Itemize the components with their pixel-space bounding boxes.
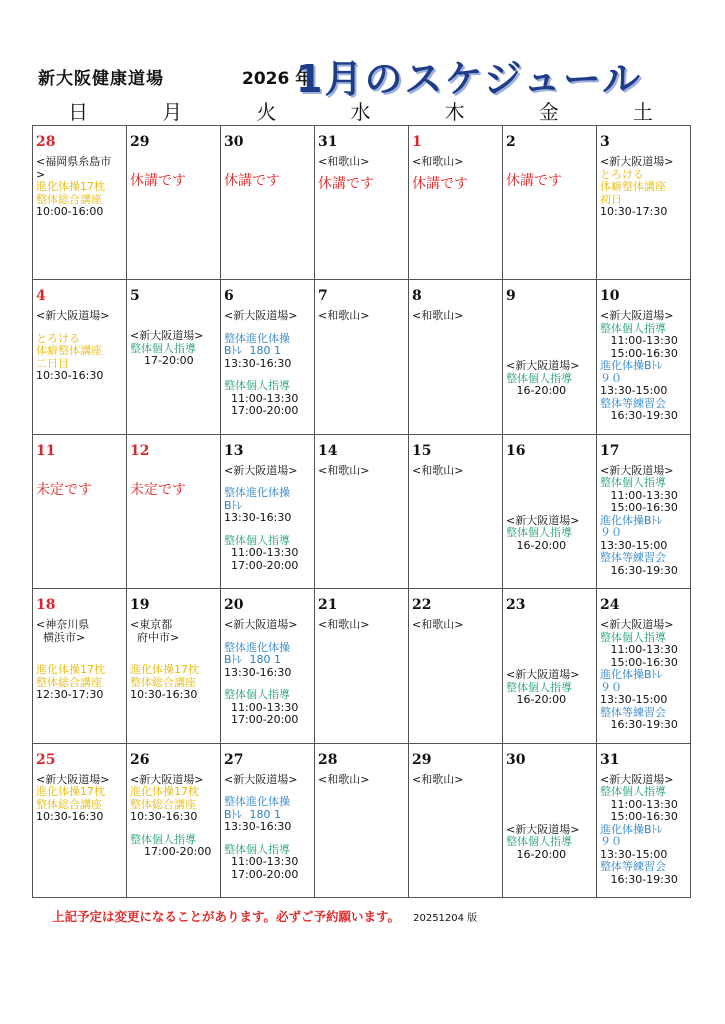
organization-name: 新大阪健康道場 (38, 69, 164, 89)
schedule-line: 11:00-13:30 (224, 546, 299, 560)
schedule-line: 11:00-13:30 (224, 855, 299, 869)
schedule-line: 13:30-15:00 (600, 693, 668, 707)
spacer (506, 794, 594, 804)
calendar-day (503, 280, 597, 434)
spacer (36, 465, 124, 475)
day-number: 29 (130, 134, 150, 150)
schedule-line: 整体個人指導 (600, 476, 666, 490)
day-number: 22 (412, 597, 432, 614)
calendar-day (409, 589, 503, 743)
calendar-day (127, 744, 221, 898)
calendar-day (315, 744, 409, 898)
schedule-line: <新大阪道場> (600, 309, 674, 323)
schedule-line: 11:00-13:30 (224, 700, 299, 714)
schedule-line: <和歌山> (412, 463, 464, 477)
schedule-line: <和歌山> (318, 618, 370, 632)
day-number: 21 (318, 597, 338, 614)
calendar-grid (32, 125, 691, 898)
day-number: 3 (600, 134, 610, 150)
calendar-day (33, 744, 127, 898)
calendar-day (503, 744, 597, 898)
schedule-line: 休講です (130, 173, 186, 189)
weekday-tue: 火 (256, 100, 279, 124)
schedule-line: 15:00-16:30 (600, 655, 678, 669)
calendar-day (315, 589, 409, 743)
schedule-line: 10:30-16:30 (36, 810, 104, 824)
schedule-line: <和歌山> (318, 155, 370, 168)
day-number: 31 (318, 134, 338, 150)
schedule-line: 13:30-16:30 (224, 511, 292, 525)
day-number: 7 (318, 288, 328, 305)
day-number: 26 (130, 751, 150, 768)
schedule-line: <新大阪道場> (600, 155, 674, 168)
schedule-line: <福岡県糸島市 (36, 155, 112, 168)
schedule-line: <神奈川県 (36, 618, 90, 632)
schedule-line: 17:00-20:00 (224, 713, 299, 727)
calendar-day (127, 589, 221, 743)
schedule-line: <和歌山> (318, 772, 370, 786)
spacer (130, 644, 218, 654)
schedule-line: Bﾄﾚ 180 1 (224, 807, 282, 821)
schedule-line: <新大阪道場> (224, 772, 298, 786)
day-number: 14 (318, 442, 338, 459)
schedule-line: 未定です (130, 481, 186, 498)
weekday-sun: 日 (68, 100, 91, 124)
day-number: 11 (36, 442, 56, 459)
schedule-line: <新大阪道場> (224, 618, 298, 632)
schedule-line: 休講です (412, 175, 468, 192)
schedule-line: 進化体操17枕 (36, 785, 105, 799)
schedule-line: <新大阪道場> (600, 618, 674, 632)
schedule-line: <和歌山> (318, 309, 370, 323)
header (28, 48, 708, 101)
day-number: 28 (318, 751, 338, 768)
schedule-line: 16:30-19:30 (600, 409, 678, 423)
schedule-line: 進化体操Bﾄﾚ (600, 822, 663, 836)
schedule-line: 整体総合講座 (36, 192, 102, 206)
schedule-line: <新大阪道場> (36, 309, 110, 323)
spacer (130, 310, 218, 320)
schedule-line: 整体個人指導 (224, 379, 290, 393)
day-number: 28 (36, 134, 56, 150)
calendar-day (409, 744, 503, 898)
day-number: 6 (224, 288, 234, 305)
schedule-line: 整体進化体操 (224, 795, 290, 809)
day-number: 2 (506, 134, 516, 150)
spacer (36, 644, 124, 654)
schedule-line: 進化体操17枕 (130, 663, 199, 677)
day-number: 27 (224, 751, 244, 768)
calendar-day (409, 435, 503, 589)
schedule-line: 進化体操17枕 (36, 180, 105, 193)
schedule-line: 整体個人指導 (506, 680, 572, 694)
day-number: 15 (412, 442, 432, 459)
schedule-line: 休講です (318, 175, 374, 192)
schedule-line: 整体等練習会 (600, 396, 666, 410)
schedule-line: 15:00-16:30 (600, 346, 678, 360)
schedule-line: 13:30-16:30 (224, 356, 292, 370)
schedule-line: 休講です (506, 173, 562, 189)
schedule-line: 休講です (224, 173, 280, 189)
schedule-line: 17:00-20:00 (130, 845, 212, 859)
spacer (130, 465, 218, 475)
footer (52, 906, 692, 926)
day-number: 8 (412, 288, 422, 305)
schedule-line: 整体個人指導 (600, 321, 666, 335)
schedule-line: <新大阪道場> (36, 772, 110, 786)
spacer (130, 156, 218, 166)
schedule-line: <東京都 (130, 618, 173, 632)
schedule-line: Bﾄﾚ (224, 498, 243, 512)
schedule-line: とろける (36, 331, 80, 345)
schedule-line: 16-20:00 (506, 384, 567, 398)
schedule-line: 10:30-16:30 (130, 810, 198, 824)
schedule-line: 13:30-15:00 (600, 384, 668, 398)
spacer (506, 619, 594, 629)
day-number: 9 (506, 288, 516, 305)
schedule-line: <新大阪道場> (506, 822, 580, 836)
calendar-day (221, 744, 315, 898)
schedule-line: 整体等練習会 (600, 860, 666, 874)
schedule-line: 初日 (600, 192, 622, 206)
schedule-line: 17:00-20:00 (224, 867, 299, 881)
day-number: 5 (130, 288, 140, 305)
day-number: 19 (130, 597, 150, 614)
schedule-line: Bﾄﾚ 180 1 (224, 344, 282, 358)
calendar-day (127, 435, 221, 589)
schedule-line: 整体個人指導 (506, 526, 572, 540)
weekday-fri: 金 (538, 100, 561, 124)
schedule-line: 13:30-16:30 (224, 820, 292, 834)
schedule-line: ９０ (600, 680, 622, 694)
schedule-line: 進化体操17枕 (130, 785, 199, 799)
schedule-line: <新大阪道場> (130, 329, 204, 343)
weekday-thu: 木 (444, 100, 467, 124)
calendar-day (221, 589, 315, 743)
schedule-line: ９０ (600, 835, 622, 849)
spacer (506, 465, 594, 475)
schedule-line: 17-20:00 (130, 354, 194, 368)
calendar-day (597, 589, 691, 743)
spacer (506, 310, 594, 320)
schedule-line: 整体個人指導 (130, 341, 196, 355)
schedule-line: 15:00-16:30 (600, 501, 678, 515)
schedule-line: 体癖整体講座 (36, 344, 102, 358)
version-label: 20251204 版 (413, 913, 478, 924)
schedule-line: 11:00-13:30 (224, 391, 299, 405)
schedule-line: 16:30-19:30 (600, 872, 678, 886)
calendar-day (221, 435, 315, 589)
schedule-line: 11:00-13:30 (600, 488, 678, 502)
calendar-day (503, 126, 597, 280)
day-number: 10 (600, 288, 620, 305)
schedule-line: 整体総合講座 (130, 797, 196, 811)
schedule-line: <和歌山> (412, 309, 464, 323)
schedule-line: 整体個人指導 (224, 533, 290, 547)
day-number: 31 (600, 751, 620, 768)
schedule-line: 進化体操Bﾄﾚ (600, 359, 663, 373)
schedule-line: 整体個人指導 (224, 688, 290, 702)
calendar-day (127, 280, 221, 434)
schedule-line: 15:00-16:30 (600, 810, 678, 824)
schedule-line: 17:00-20:00 (224, 404, 299, 418)
schedule-line: 整体等練習会 (600, 551, 666, 565)
schedule-line: 10:00-16:00 (36, 205, 104, 218)
calendar-day (597, 126, 691, 280)
schedule-line: 16-20:00 (506, 538, 567, 552)
schedule-line: 整体個人指導 (506, 371, 572, 385)
spacer (506, 639, 594, 649)
schedule-line: 11:00-13:30 (600, 797, 678, 811)
notice-text: 上記予定は変更になることがあります。必ずご予約願います。 (52, 909, 401, 924)
spacer (506, 156, 594, 166)
schedule-line: 13:30-15:00 (600, 538, 668, 552)
schedule-line: 進化体操Bﾄﾚ (600, 513, 663, 527)
weekday-wed: 水 (350, 100, 373, 124)
spacer (506, 629, 594, 639)
schedule-line: <和歌山> (412, 772, 464, 786)
schedule-line: 横浜市> (36, 630, 86, 644)
calendar-day (409, 280, 503, 434)
schedule-line: 11:00-13:30 (600, 334, 678, 348)
year-label: 2026 年 (242, 69, 313, 89)
day-number: 20 (224, 597, 244, 614)
page-title: 1月のスケジュール (296, 57, 643, 101)
spacer (506, 649, 594, 659)
day-number: 4 (36, 288, 46, 305)
schedule-line: 13:30-15:00 (600, 847, 668, 861)
schedule-line: 府中市> (130, 630, 180, 644)
spacer (506, 774, 594, 784)
spacer (506, 784, 594, 794)
calendar-day (127, 126, 221, 280)
day-number: 18 (36, 597, 56, 614)
schedule-line: ９０ (600, 371, 622, 385)
schedule-line: > (36, 167, 46, 181)
schedule-line: Bﾄﾚ 180 1 (224, 653, 282, 667)
calendar-day (33, 280, 127, 434)
day-number: 17 (600, 442, 620, 459)
schedule-line: <和歌山> (412, 618, 464, 632)
calendar-day (597, 435, 691, 589)
schedule-line: ９０ (600, 526, 622, 540)
schedule-line: 整体個人指導 (600, 785, 666, 799)
day-number: 13 (224, 442, 244, 459)
day-number: 16 (506, 442, 526, 459)
day-number: 30 (506, 751, 526, 768)
schedule-line: 整体等練習会 (600, 705, 666, 719)
schedule-line: 10:30-17:30 (600, 205, 668, 218)
schedule-line: 整体進化体操 (224, 486, 290, 500)
spacer (506, 340, 594, 350)
calendar-day (503, 435, 597, 589)
spacer (506, 475, 594, 485)
schedule-line: 整体総合講座 (130, 675, 196, 689)
calendar-day (503, 589, 597, 743)
calendar-day (315, 435, 409, 589)
schedule-line: 進化体操Bﾄﾚ (600, 668, 663, 682)
calendar-day (221, 280, 315, 434)
schedule-line: 12:30-17:30 (36, 688, 104, 702)
weekday-sat: 土 (632, 100, 655, 124)
schedule-line: <新大阪道場> (506, 668, 580, 682)
spacer (506, 495, 594, 505)
schedule-line: 整体総合講座 (36, 797, 102, 811)
calendar-day (221, 126, 315, 280)
spacer (506, 804, 594, 814)
schedule-line: <和歌山> (318, 463, 370, 477)
schedule-line: <新大阪道場> (600, 463, 674, 477)
schedule-line: <新大阪道場> (506, 513, 580, 527)
schedule-line: とろける (600, 167, 644, 181)
schedule-line: 13:30-16:30 (224, 665, 292, 679)
day-number: 25 (36, 751, 56, 768)
schedule-line: 10:30-16:30 (36, 369, 104, 383)
spacer (506, 485, 594, 495)
schedule-line: <新大阪道場> (224, 463, 298, 477)
spacer (224, 156, 312, 166)
schedule-line: 未定です (36, 481, 92, 498)
day-number: 1 (412, 134, 422, 150)
day-number: 23 (506, 597, 526, 614)
spacer (506, 320, 594, 330)
schedule-line: 整体個人指導 (224, 842, 290, 856)
schedule-line: <新大阪道場> (600, 772, 674, 786)
schedule-line: <新大阪道場> (506, 359, 580, 373)
calendar-day (409, 126, 503, 280)
day-number: 30 (224, 134, 244, 150)
calendar-day (597, 744, 691, 898)
schedule-line: 10:30-16:30 (130, 688, 198, 702)
schedule-line: 整体個人指導 (600, 630, 666, 644)
schedule-line: <新大阪道場> (130, 772, 204, 786)
schedule-line: <新大阪道場> (224, 309, 298, 323)
schedule-line: 整体進化体操 (224, 640, 290, 654)
schedule-line: 整体個人指導 (506, 835, 572, 849)
weekday-mon: 月 (162, 100, 185, 124)
weekday-header (32, 96, 691, 124)
schedule-line: 11:00-13:30 (600, 643, 678, 657)
calendar-day (315, 126, 409, 280)
schedule-line: 16-20:00 (506, 693, 567, 707)
day-number: 29 (412, 751, 432, 768)
day-number: 24 (600, 597, 620, 614)
schedule-line: 体癖整体講座 (600, 180, 666, 193)
schedule-line: 16:30-19:30 (600, 563, 678, 577)
schedule-line: 進化体操17枕 (36, 663, 105, 677)
calendar-day (33, 589, 127, 743)
schedule-line: 16:30-19:30 (600, 718, 678, 732)
calendar-day (597, 280, 691, 434)
schedule-line: 整体総合講座 (36, 675, 102, 689)
schedule-line: 整体個人指導 (130, 832, 196, 846)
schedule-line: 16-20:00 (506, 847, 567, 861)
spacer (506, 330, 594, 340)
schedule-line: 二日目 (36, 356, 69, 370)
day-number: 12 (130, 442, 150, 459)
schedule-line: <和歌山> (412, 155, 464, 168)
calendar-day (315, 280, 409, 434)
calendar-day (33, 126, 127, 280)
calendar-day (33, 435, 127, 589)
schedule-line: 17:00-20:00 (224, 558, 299, 572)
schedule-line: 整体進化体操 (224, 331, 290, 345)
